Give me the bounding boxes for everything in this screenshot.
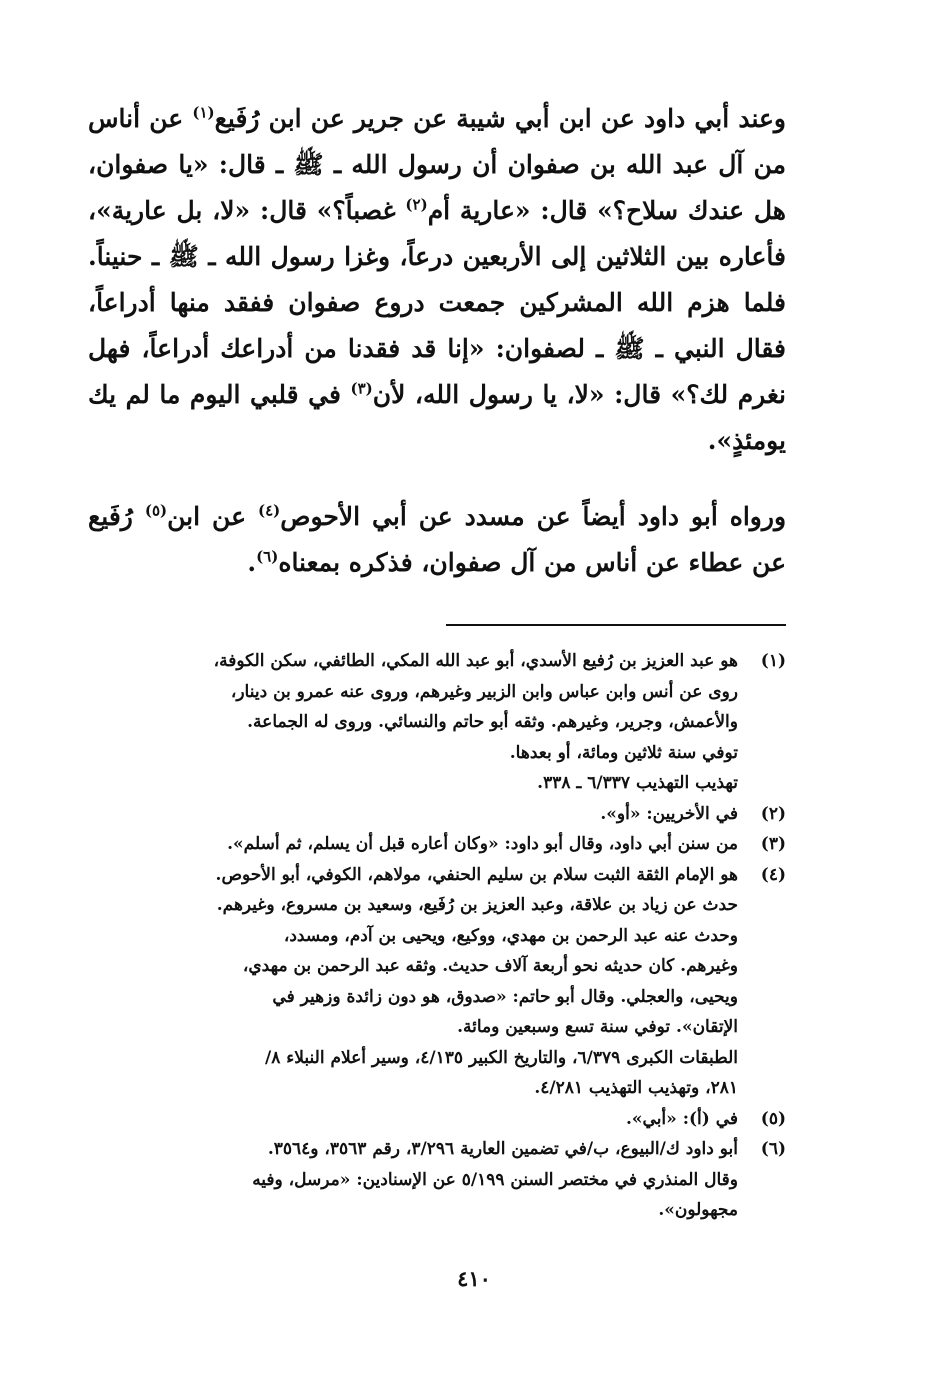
- footnote-text: [88, 829, 738, 860]
- footnotes-section: [88, 646, 786, 1226]
- paragraph-2-text-part-3: رُفَيع عن عطاء عن أناس من آل صفوان، فذكره بمعناه: [88, 502, 786, 577]
- footnote-line: ويحيى، والعجلي. وقال أبو حاتم: «صدوق، هو دون زائدة وزهير في: [272, 986, 738, 1007]
- footnote-text: [88, 1104, 738, 1135]
- footnote-number: (٦): [760, 1139, 786, 1159]
- footnote-number: (٣): [760, 834, 786, 854]
- footnote-3: [88, 829, 786, 860]
- paragraph-1-text-part-3: غصباً؟» قال: «لا، بل عارية»، فأعاره بين الثلاثين إلى الأربعين درعاً، وغزا رسول الله ـ ﷺ ـ حنيناً. فلما هزم الله المشركين جمعت دروع صفوان ففقد منها أدراعاً، فقال النبي ـ ﷺ ـ لصفوان: «إنا قد فقدنا من أدراعك أدراعاً، فهل نغرم لك؟» قال: «لا، يا رسول الله، لأن: [88, 196, 786, 409]
- footnote-6: [88, 1134, 786, 1226]
- footnote-5: [88, 1104, 786, 1135]
- footnote-line: الطبقات الكبرى ٦/٣٧٩، والتاريخ الكبير ٤/١٣٥، وسير أعلام النبلاء ٨/: [264, 1047, 738, 1068]
- footnote-line: في (أ): «أبي».: [625, 1108, 738, 1129]
- footnote-line: هو عبد العزيز بن رُفيع الأسدي، أبو عبد الله المكي، الطائفي، سكن الكوفة،: [213, 651, 738, 671]
- paragraph-1-text-part-1: وعند أبي داود عن ابن أبي شيبة عن جرير عن ابن رُفَيع: [214, 104, 786, 133]
- footnote-4: [88, 860, 786, 1104]
- footnote-line: وقال المنذري في مختصر السنن ٥/١٩٩ عن الإسنادين: «مرسل، وفيه: [252, 1169, 738, 1190]
- footnote-text: [88, 1134, 738, 1226]
- footnote-line: الإتقان». توفي سنة تسع وسبعين ومائة.: [457, 1017, 738, 1037]
- footnote-line: وغيرهم. كان حديثه نحو أربعة آلاف حديث. وثقه عبد الرحمن بن مهدي،: [242, 956, 738, 976]
- paragraph-2-text-part-2: عن ابن: [167, 502, 258, 531]
- footnote-line: مجهولون».: [658, 1200, 738, 1220]
- footnote-text: [88, 799, 738, 830]
- footnote-line: توفي سنة ثلاثين ومائة، أو بعدها.: [509, 742, 738, 763]
- footnote-ref-2[interactable]: (٢): [405, 195, 428, 214]
- footnote-line: هو الإمام الثقة الثبت سلام بن سليم الحنفي، مولاهم، الكوفي، أبو الأحوص.: [215, 864, 738, 885]
- footnote-2: [88, 799, 786, 830]
- footnote-ref-5[interactable]: (٥): [144, 501, 168, 520]
- footnote-line: ٢٨١، وتهذيب التهذيب ٤/٢٨١.: [534, 1078, 738, 1098]
- paragraph-2-text-part-1: ورواه أبو داود أيضاً عن مسدد عن أبي الأحوص: [280, 502, 787, 531]
- footnote-number: (٢): [760, 803, 786, 824]
- footnote-number: (٥): [760, 1108, 786, 1129]
- paragraph-2-text-part-4: .: [247, 548, 257, 577]
- footnote-line: في الأخريين: «أو».: [600, 803, 738, 824]
- footnote-line: أبو داود ك/البيوع، ب/في تضمين العارية ٣/٢٩٦، رقم ٣٥٦٣، و٣٥٦٤.: [267, 1139, 738, 1159]
- footnote-text: [88, 860, 738, 1104]
- footnote-line: روى عن أنس وابن عباس وابن الزبير وغيرهم، وروى عنه عمرو بن دينار،: [230, 681, 738, 702]
- page-number: ٤١٠: [457, 1266, 491, 1291]
- footnote-text: [88, 646, 738, 799]
- footnote-1: [88, 646, 786, 799]
- footnote-number: (٤): [760, 864, 786, 885]
- footnote-ref-4[interactable]: (٤): [257, 501, 281, 520]
- footnote-separator-rule: [446, 624, 786, 626]
- footnote-line: والأعمش، وجرير، وغيرهم. وثقه أبو حاتم والنسائي. وروى له الجماعة.: [247, 712, 738, 732]
- footnote-number: (١): [760, 651, 786, 671]
- footnote-line: تهذيب التهذيب ٦/٣٣٧ ـ ٣٣٨.: [537, 773, 738, 793]
- footnote-ref-6[interactable]: (٦): [256, 547, 279, 566]
- footnote-ref-3[interactable]: (٣): [350, 379, 373, 398]
- footnote-line: وحدث عنه عبد الرحمن بن مهدي، ووكيع، ويحيى بن آدم، ومسدد،: [283, 925, 738, 946]
- document-page: [88, 96, 786, 1336]
- paragraph-1-text-part-4: في قلبي اليوم ما لم يك يومئذٍ».: [88, 380, 786, 455]
- body-paragraph-2: [88, 494, 786, 586]
- footnote-ref-1[interactable]: (١): [192, 103, 215, 122]
- paragraph-1-text-part-2: عن أناس من آل عبد الله بن صفوان أن رسول الله ـ ﷺ ـ قال: «يا صفوان، هل عندك سلاح؟» قال: «عارية أم: [88, 104, 786, 225]
- body-paragraph-1: [88, 96, 786, 464]
- footnote-line: حدث عن زياد بن علاقة، وعبد العزيز بن رُفَيع، وسعيد بن مسروع، وغيرهم.: [216, 895, 738, 915]
- footnote-line: من سنن أبي داود، وقال أبو داود: «وكان أعاره قبل أن يسلم، ثم أسلم».: [227, 834, 738, 854]
